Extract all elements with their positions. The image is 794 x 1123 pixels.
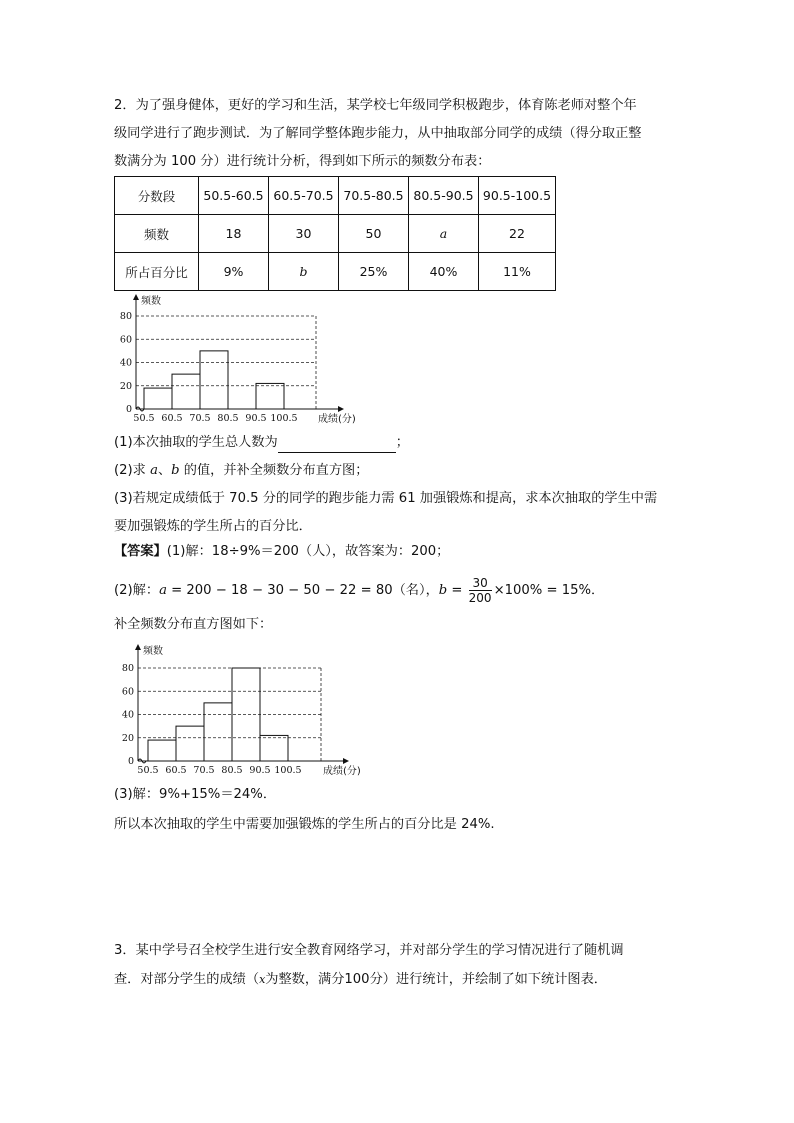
table-cell: 50.5-60.5 xyxy=(199,177,269,215)
q2-intro-line-1: 2．为了强身健体，更好的学习和生活，某学校七年级同学积极跑步，体育陈老师对整个年 xyxy=(114,98,637,113)
q3-line-1: 3．某中学号召全校学生进行安全教育网络学习，并对部分学生的学习情况进行了随机调 xyxy=(114,943,624,958)
q2-sub1-text: (1)本次抽取的学生总人数为 xyxy=(114,435,278,450)
var-a: a xyxy=(150,463,158,478)
fraction-numerator: 30 xyxy=(469,576,492,591)
table-cell: a xyxy=(409,215,479,253)
table-cell: 22 xyxy=(479,215,556,253)
histogram-incomplete xyxy=(110,290,380,430)
table-cell: 60.5-70.5 xyxy=(269,177,339,215)
answer-2-eq: = 200 − 18 − 30 − 50 − 22 = 80（名）， xyxy=(166,583,439,598)
x-axis-arrow xyxy=(343,758,349,764)
histogram-complete xyxy=(110,640,380,780)
var-b: b xyxy=(171,463,180,478)
table-cell: 40% xyxy=(409,253,479,291)
table-cell: 80.5-90.5 xyxy=(409,177,479,215)
y-axis-arrow xyxy=(133,294,139,300)
x-axis-label: 成绩(分) xyxy=(323,766,361,777)
q3-line-2-rest: 为整数，满分100分）进行统计，并绘制了如下统计图表． xyxy=(265,972,607,987)
answer-1: (1)解：18÷9%＝200（人），故答案为：200； xyxy=(166,544,450,559)
y-tick-label: 60 xyxy=(121,686,134,698)
table-cell: 11% xyxy=(479,253,556,291)
q2-sub2-rest: 的值，并补全频数分布直方图； xyxy=(179,463,369,478)
y-tick-label: 60 xyxy=(119,334,132,346)
y-tick-label: 20 xyxy=(121,732,134,744)
fraction xyxy=(469,576,492,605)
conclusion: 所以本次抽取的学生中需要加强锻炼的学生所占的百分比是 24%. xyxy=(114,817,495,832)
answer-line-2 xyxy=(114,575,604,607)
q2-sub3-line-2: 要加强锻炼的学生所占的百分比． xyxy=(114,519,312,534)
x-tick-label: 100.5 xyxy=(274,765,302,776)
histogram-bar xyxy=(148,740,176,761)
x-tick-label: 70.5 xyxy=(193,765,215,776)
q2-sub2 xyxy=(114,461,368,481)
x-tick-label: 90.5 xyxy=(245,413,267,424)
q2-sub3-line-1: (3)若规定成绩低于 70.5 分的同学的跑步能力需 61 加强锻炼和提高，求本次抽取的学生中需 xyxy=(114,491,658,506)
x-tick-label: 100.5 xyxy=(270,413,298,424)
var-x: x xyxy=(259,973,266,986)
y-tick-label: 0 xyxy=(125,404,132,415)
x-tick-label: 90.5 xyxy=(249,765,271,776)
histogram-bar xyxy=(256,383,284,409)
table-cell: 70.5-80.5 xyxy=(339,177,409,215)
x-axis-label: 成绩(分) xyxy=(318,414,356,425)
answer-2-post: ×100% = 15%． xyxy=(493,583,605,598)
answer-3: (3)解：9%+15%＝24%． xyxy=(114,787,277,802)
table-cell: b xyxy=(269,253,339,291)
table-cell: 30 xyxy=(269,215,339,253)
complete-histogram-line: 补全频数分布直方图如下： xyxy=(114,617,273,632)
answer-tag: 【答案】 xyxy=(114,544,167,559)
q3-line-2 xyxy=(114,970,607,990)
y-tick-label: 80 xyxy=(121,663,134,674)
x-tick-label: 80.5 xyxy=(217,413,239,424)
y-tick-label: 40 xyxy=(119,357,132,369)
q2-sub1 xyxy=(114,433,409,453)
table-row xyxy=(115,177,556,215)
histogram-bar xyxy=(176,726,204,761)
q3-line-2-text: 查．对部分学生的成绩（ xyxy=(114,972,260,987)
histogram-bar xyxy=(200,351,228,409)
fraction-denominator: 200 xyxy=(468,590,492,605)
table-row xyxy=(115,215,556,253)
answer-blank[interactable] xyxy=(278,438,396,453)
x-tick-label: 50.5 xyxy=(133,413,155,424)
y-tick-label: 20 xyxy=(119,380,132,392)
y-tick-label: 40 xyxy=(121,709,134,721)
q2-intro-line-2: 级同学进行了跑步测试．为了解同学整体跑步能力，从中抽取部分同学的成绩（得分取正整 xyxy=(114,126,642,141)
y-axis-arrow xyxy=(135,644,141,650)
histogram-bar xyxy=(172,374,200,409)
histogram-bar xyxy=(204,703,232,761)
table-cell: 9% xyxy=(199,253,269,291)
table-row xyxy=(115,253,556,291)
table-cell: 频数 xyxy=(115,215,199,253)
y-tick-label: 80 xyxy=(119,311,132,322)
x-axis-arrow xyxy=(338,406,344,412)
q2-sub2-text: (2)求 xyxy=(114,463,151,478)
x-tick-label: 60.5 xyxy=(165,765,187,776)
answer-line-1 xyxy=(114,542,449,562)
histogram-bar xyxy=(144,388,172,409)
x-tick-label: 70.5 xyxy=(189,413,211,424)
q2-intro-line-3: 数满分为 100 分）进行统计分析，得到如下所示的频数分布表： xyxy=(114,154,491,169)
histogram-bar xyxy=(260,735,288,761)
frequency-table xyxy=(114,176,556,291)
q2-sub2-sep: 、 xyxy=(157,463,172,478)
y-axis-label: 频数 xyxy=(141,296,161,307)
y-tick-label: 0 xyxy=(127,756,134,767)
answer-2-eq2: = xyxy=(447,583,467,598)
table-cell: 50 xyxy=(339,215,409,253)
var-a: a xyxy=(159,583,167,598)
q2-sub1-end: ； xyxy=(395,435,409,450)
var-b: b xyxy=(438,583,448,598)
x-tick-label: 50.5 xyxy=(137,765,159,776)
x-tick-label: 60.5 xyxy=(161,413,183,424)
table-cell: 90.5-100.5 xyxy=(479,177,556,215)
table-cell: 分数段 xyxy=(115,177,199,215)
y-axis-label: 频数 xyxy=(143,646,163,657)
answer-2-label: (2)解： xyxy=(114,583,160,598)
table-cell: 18 xyxy=(199,215,269,253)
table-cell: 所占百分比 xyxy=(115,253,199,291)
x-tick-label: 80.5 xyxy=(221,765,243,776)
table-cell: 25% xyxy=(339,253,409,291)
